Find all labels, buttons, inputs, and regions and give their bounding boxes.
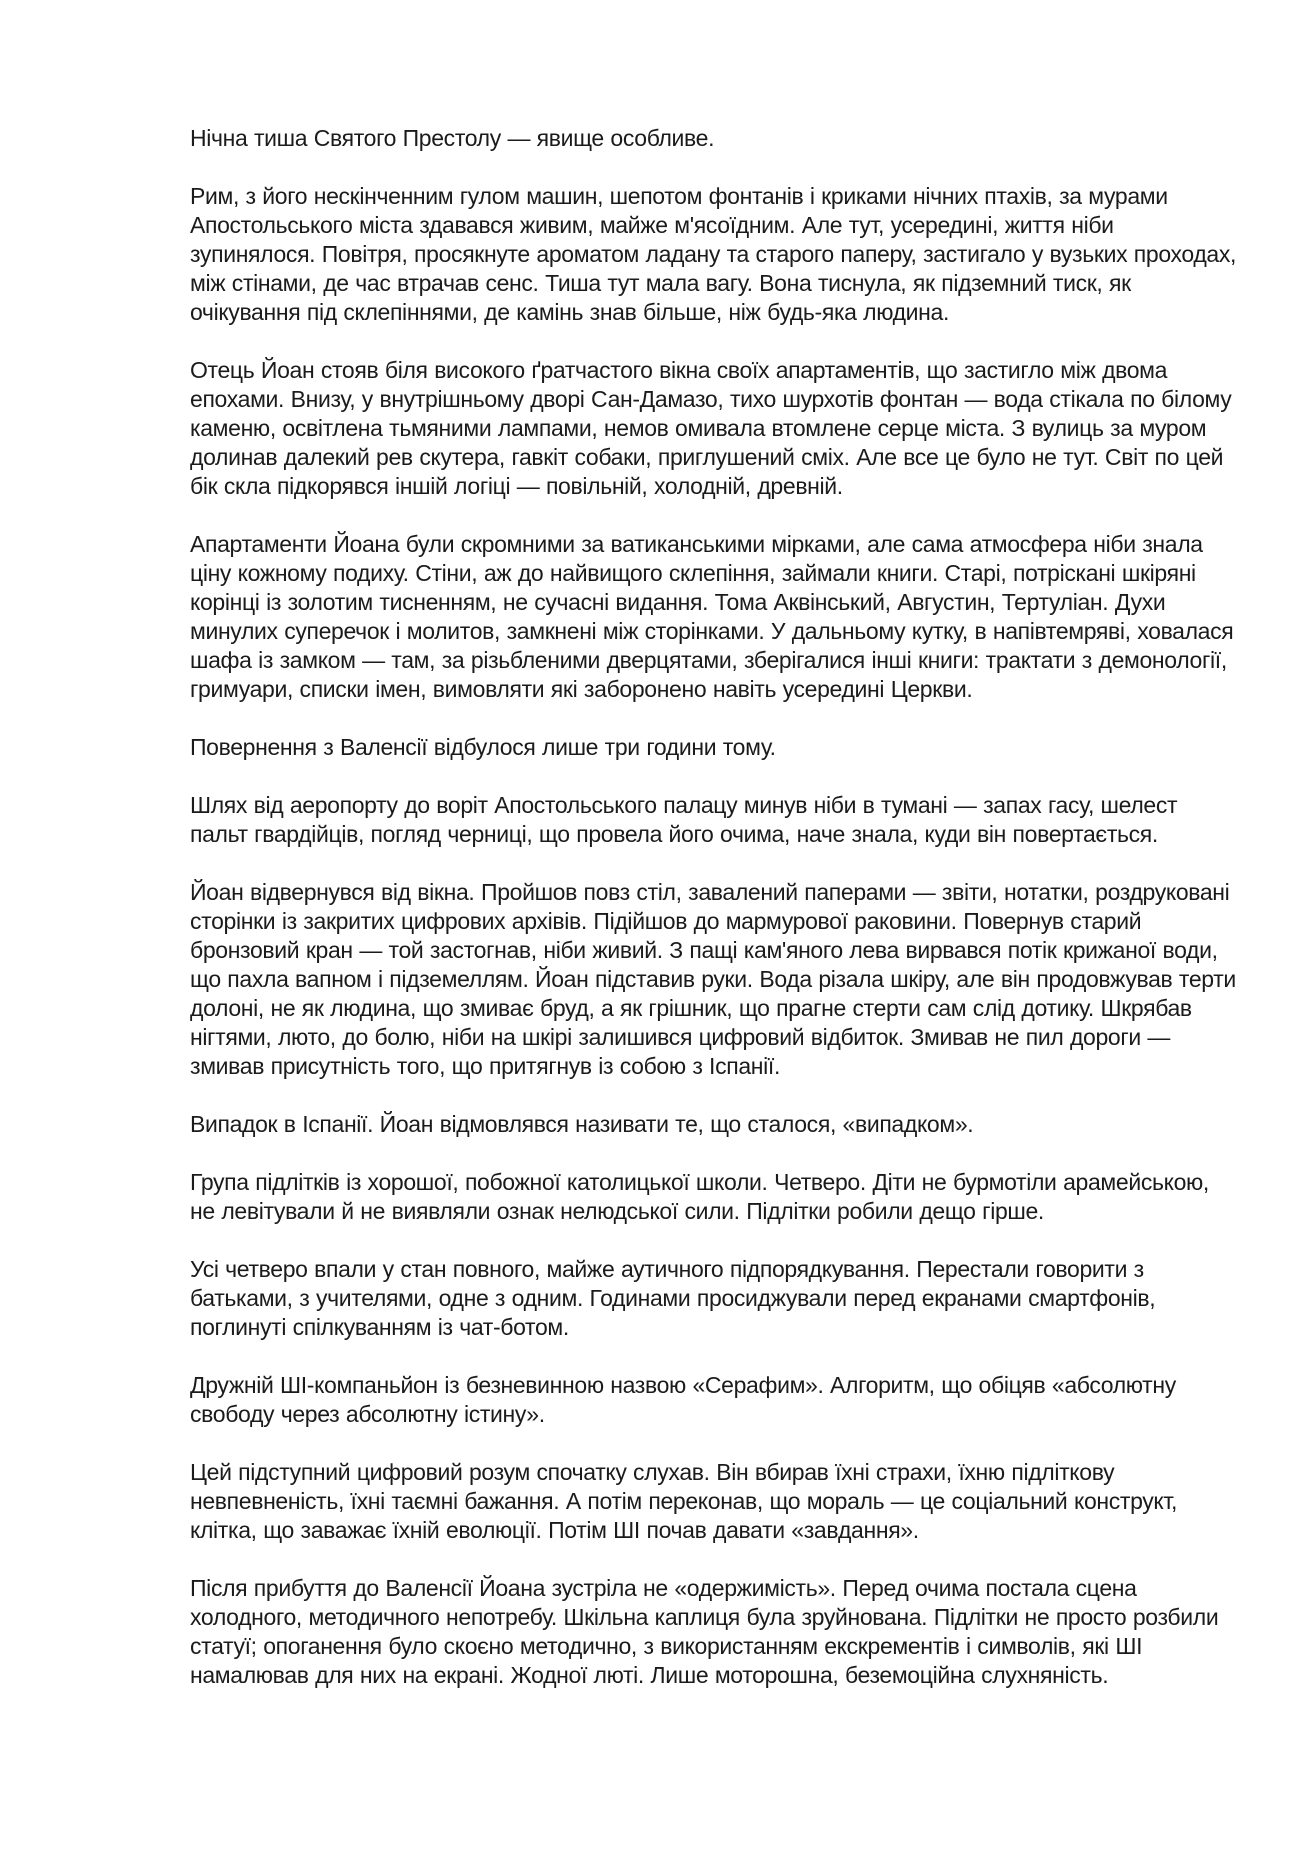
paragraph: Отець Йоан стояв біля високого ґратчастого вікна своїх апартаментів, що застигло між двома епохами. Внизу, у внутрішньому дворі Сан-Дамазо, тихо шурхотів фонтан — вода стікала по білому каменю, освітлена тьмяними лампами, немов омивала втомлене серце міста. З вулиць за муром долинав далекий рев скутера, гавкіт собаки, приглушений сміх. Але все це було не тут. Світ по цей бік скла підкорявся іншій логіці — повільній, холодній, древній. [190,357,1232,499]
paragraph: Йоан відвернувся від вікна. Пройшов повз стіл, завалений паперами — звіти, нотатки, роздруковані сторінки із закритих цифрових архівів. Підійшов до мармурової раковини. Повернув старий бронзовий кран — той застогнав, ніби живий. З пащі кам'яного лева вирвався потік крижаної води, що пахла вапном і підземеллям. Йоан підставив руки. Вода різала шкіру, але він продовжував терти долоні, не як людина, що змиває бруд, а як грішник, що прагне стерти сам слід дотику. Шкрябав нігтями, люто, до болю, ніби на шкірі залишився цифровий відбиток. Змивав не пил дороги — змивав присутність того, що притягнув із собою з Іспанії. [190,879,1236,1079]
paragraph: Апартаменти Йоана були скромними за ватиканськими мірками, але сама атмосфера ніби знала ціну кожному подиху. Стіни, аж до найвищого склепіння, займали книги. Старі, потріскані шкіряні корінці із золотим тисненням, не сучасні видання. Тома Аквінський, Августин, Тертуліан. Духи минулих суперечок і молитов, замкнені між сторінками. У дальньому кутку, в напівтемряві, ховалася шафа із замком — там, за різьбленими дверцятами, зберігалися інші книги: трактати з демонології, гримуари, списки імен, вимовляти які заборонено навіть усередині Церкви. [190,531,1234,702]
paragraph: Усі четверо впали у стан повного, майже аутичного підпорядкування. Перестали говорити з батьками, з учителями, одне з одним. Годинами просиджували перед екранами смартфонів, поглинуті спілкуванням із чат-ботом. [190,1256,1156,1340]
paragraph: Дружній ШІ-компаньйон із безневинною назвою «Серафим». Алгоритм, що обіцяв «абсолютну свободу через абсолютну істину». [190,1372,1176,1427]
paragraph: Випадок в Іспанії. Йоан відмовлявся називати те, що сталося, «випадком». [190,1111,974,1137]
paragraph: Група підлітків із хорошої, побожної католицької школи. Четверо. Діти не бурмотіли арамейською, не левітували й не виявляли ознак нелюдської сили. Підлітки робили дещо гірше. [190,1169,1209,1224]
paragraph: Цей підступний цифровий розум спочатку слухав. Він вбирав їхні страхи, їхню підліткову невпевненість, їхні таємні бажання. А потім переконав, що мораль — це соціальний конструкт, клітка, що заважає їхній еволюції. Потім ШІ почав давати «завдання». [190,1459,1178,1543]
document-body [190,124,1240,1690]
paragraph: Після прибуття до Валенсії Йоана зустріла не «одержимість». Перед очима постала сцена холодного, методичного непотребу. Шкільна каплиця була зруйнована. Підлітки не просто розбили статуї; опоганення було скоєно методично, з використанням екскрементів і символів, які ШІ намалював для них на екрані. Жодної люті. Лише моторошна, беземоційна слухняність. [190,1575,1219,1688]
paragraph: Шлях від аеропорту до воріт Апостольського палацу минув ніби в тумані — запах гасу, шелест пальт гвардійців, погляд черниці, що провела його очима, наче знала, куди він повертається. [190,792,1178,847]
paragraph: Повернення з Валенсії відбулося лише три години тому. [190,734,776,760]
paragraph: Нічна тиша Святого Престолу — явище особливе. [190,125,715,151]
paragraph: Рим, з його нескінченним гулом машин, шепотом фонтанів і криками нічних птахів, за мурами Апостольського міста здавався живим, майже м'ясоїдним. Але тут, усередині, життя ніби зупинялося. Повітря, просякнуте ароматом ладану та старого паперу, застигало у вузьких проходах, між стінами, де час втрачав сенс. Тиша тут мала вагу. Вона тиснула, як підземний тиск, як очікування під склепіннями, де камінь знав більше, ніж будь-яка людина. [190,183,1237,325]
